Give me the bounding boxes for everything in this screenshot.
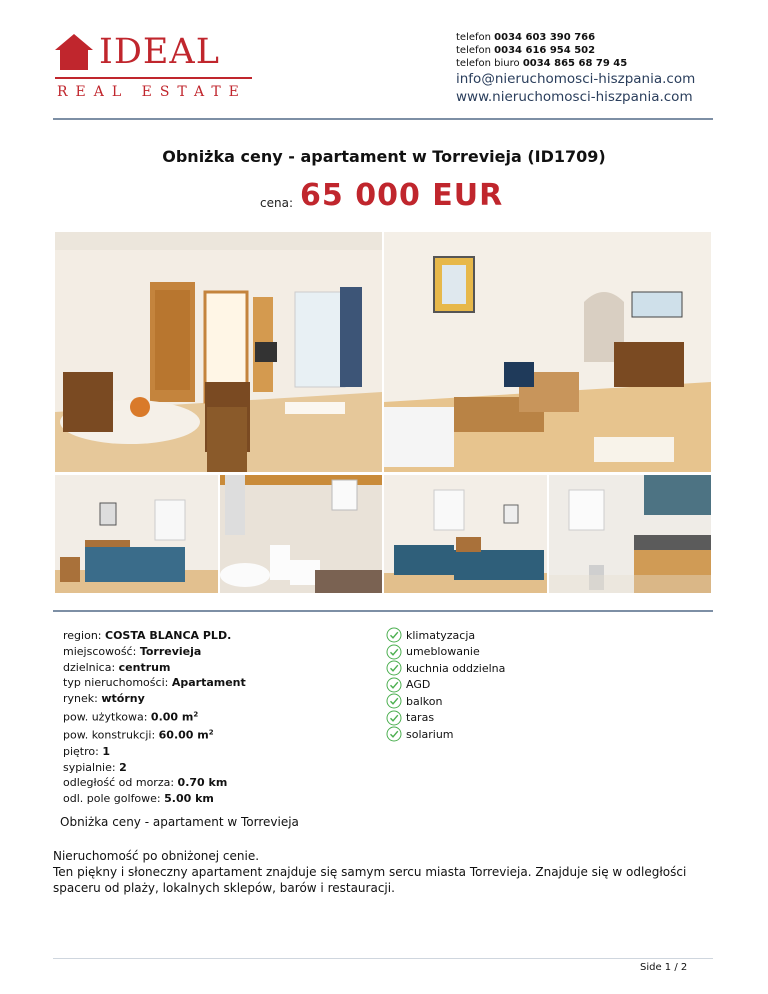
detail-golf-distance: odl. pole golfowe: 5.00 km [63,792,214,806]
feature-list [386,627,505,743]
check-icon [386,644,402,660]
detail-build-area: pow. konstrukcji: 60.00 $m^2$ [63,728,214,743]
phone-line-office: telefon biuro 0034 865 68 79 45 [456,58,628,69]
logo-brand-name: IDEAL [99,32,220,72]
phone-line-2: telefon 0034 616 954 502 [456,45,596,56]
detail-bedrooms: sypialnie: 2 [63,760,127,774]
description-body [53,848,713,896]
website-link[interactable]: www.nieruchomosci-hiszpania.com [456,89,693,105]
description-line-1: Nieruchomość po obniżonej cenie. [53,849,260,863]
phone-number-office: 0034 865 68 79 45 [522,58,628,69]
feature-item: AGD [386,677,505,694]
feature-item: solarium [386,726,505,743]
check-icon [386,660,402,676]
listing-title: Obniżka ceny - apartament w Torrevieja (ID1709) [162,147,606,166]
detail-sea-distance: odległość od morza: 0.70 km [63,776,228,790]
photos-divider [53,610,713,612]
footer-divider [53,958,713,959]
check-icon [386,710,402,726]
feature-item: umeblowanie [386,644,505,661]
check-icon [386,726,402,742]
description-title: Obniżka ceny - apartament w Torrevieja [60,815,299,829]
property-details [63,628,246,807]
detail-usable-area: pow. użytkowa: 0.00 $m^2$ [63,709,199,724]
detail-market: rynek: wtórny [63,692,145,706]
feature-item: kuchnia oddzielna [386,660,505,677]
logo-divider [55,77,252,79]
detail-property-type: typ nieruchomości: Apartament [63,676,246,690]
photo-bathroom[interactable] [220,475,382,593]
detail-city: miejscowość: Torrevieja [63,644,202,658]
check-icon [386,693,402,709]
detail-district: dzielnica: centrum [63,660,171,674]
photo-kitchen[interactable] [549,475,711,593]
check-icon [386,677,402,693]
header-divider [53,118,713,120]
price-value: 65 000 EUR [300,178,504,213]
phone-number-2: 0034 616 954 502 [494,45,596,56]
phone-line-1: telefon 0034 603 390 766 [456,32,596,43]
house-icon [55,34,93,70]
email-link[interactable]: info@nieruchomosci-hiszpania.com [456,71,696,87]
contact-block [456,31,746,106]
detail-floor: piętro: 1 [63,744,110,758]
description-line-2: Ten piękny i słoneczny apartament znajduje się samym sercu miasta Torrevieja. Znajduje się w odległości spaceru od plaży, lokalnych sklepów, barów i restauracji. [53,865,687,895]
photo-bedroom-1[interactable] [55,475,218,593]
company-logo [55,34,255,104]
price-label: cena: [260,196,293,210]
phone-number-1: 0034 603 390 766 [494,32,596,43]
feature-item: klimatyzacja [386,627,505,644]
photo-lounge[interactable] [384,232,711,472]
photo-bedroom-2[interactable] [384,475,547,593]
page-number: Side 1 / 2 [640,962,688,973]
feature-item: taras [386,710,505,727]
check-icon [386,627,402,643]
photo-living-room[interactable] [55,232,382,472]
logo-subtitle: REAL ESTATE [57,84,247,100]
feature-item: balkon [386,693,505,710]
detail-region: region: COSTA BLANCA PLD. [63,629,232,642]
